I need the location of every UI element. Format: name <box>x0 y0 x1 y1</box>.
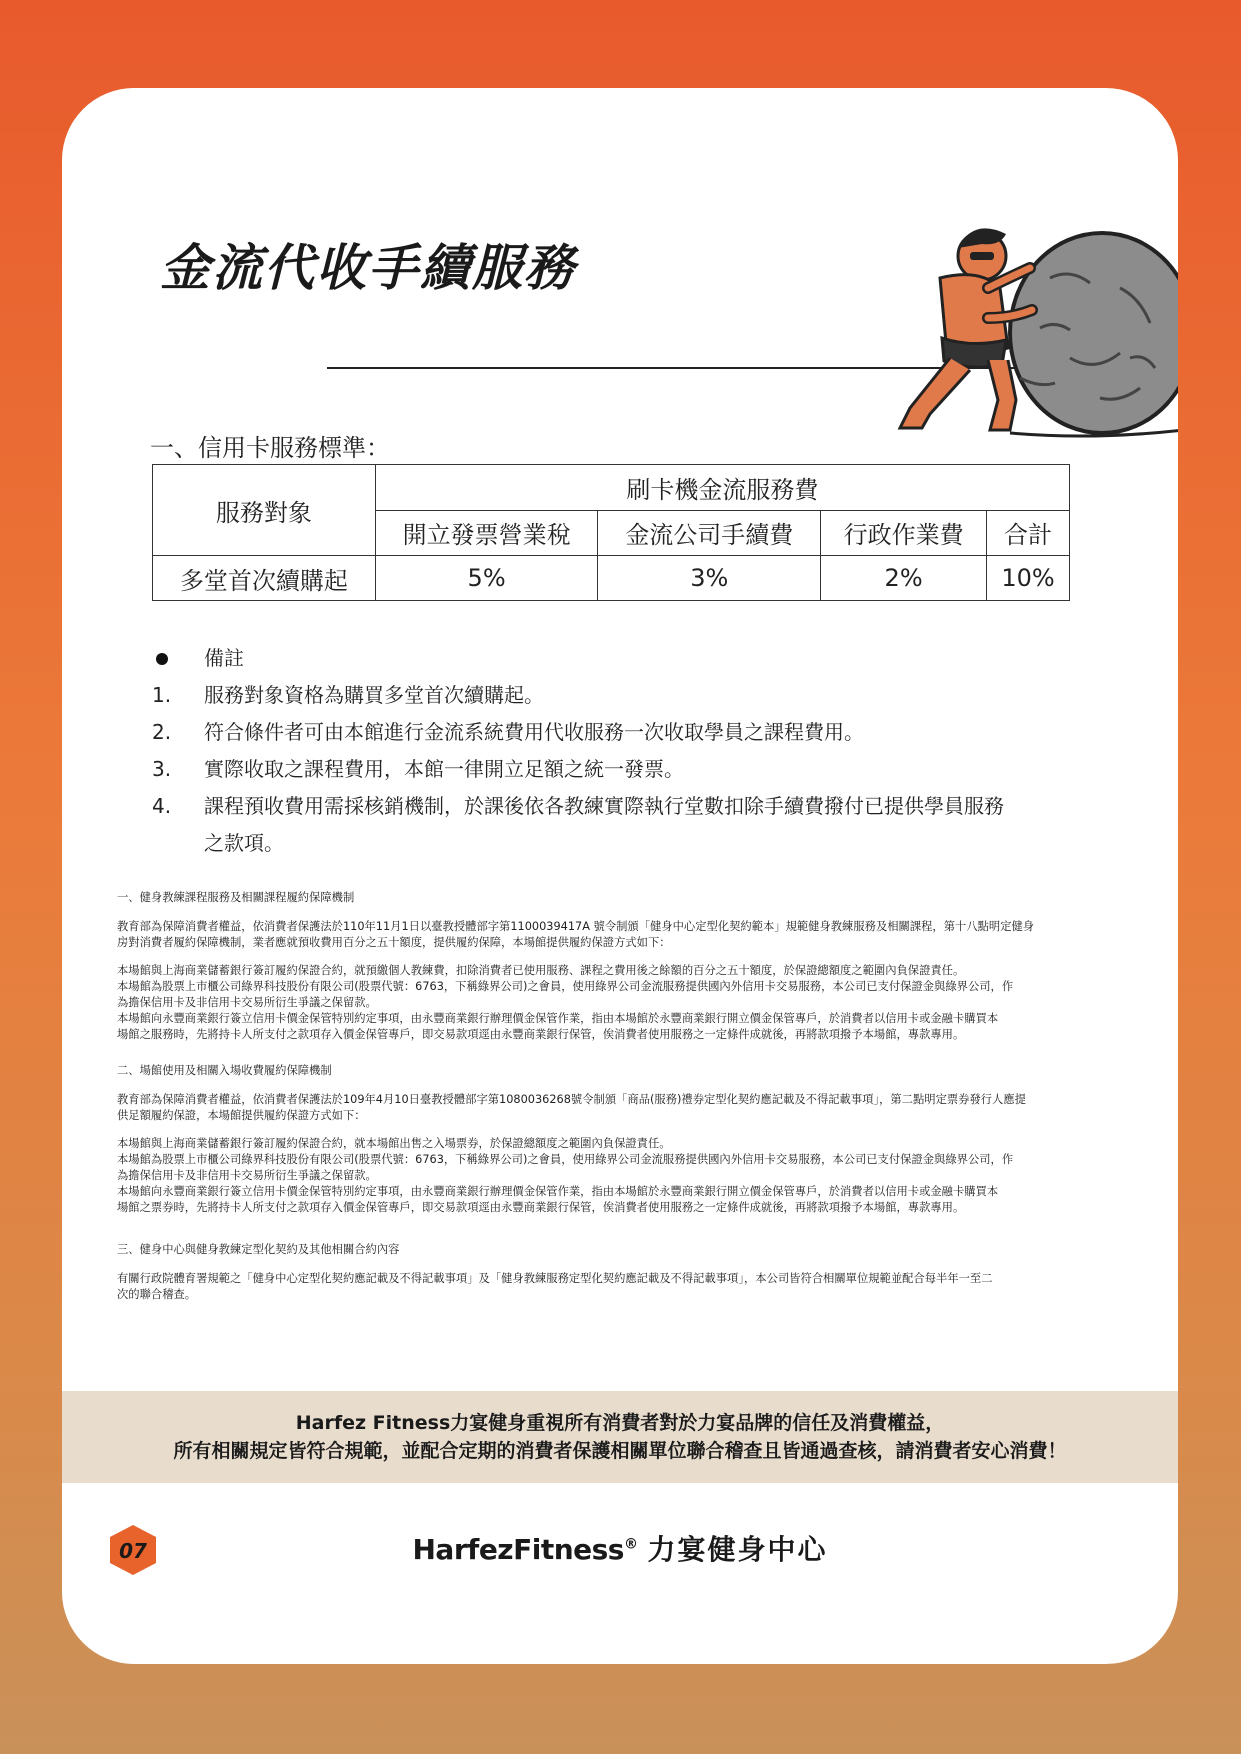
brand-name-cn: 力宴健身中心 <box>647 1533 828 1566</box>
notes-list <box>152 640 1102 862</box>
footer-brand-logo <box>62 1528 1178 1568</box>
fine-print-section-1: 一、健身教練課程服務及相關課程履約保障機制 教育部為保障消費者權益，依消費者保護法於110年11月1日以臺教授體部字第1100039417A 號令制頒「健身中心定型化契約範本」規範健身教練服務及相關課程，第十八點明定健身 房對消費者履約保障機制，業者應就預收費用百分之五十額度，提供履約保障，本場館提供履約保證方式如下： 本場館與上海商業儲蓄銀行簽訂履約保證合約，就預繳個人教練費，扣除消費者已使用服務、課程之費用後之餘額的百分之五十額度，於保證總額度之範圍內負保證責任。 本場館為股票上市櫃公司綠界科技股份有限公司(股票代號：6763，下稱綠界公司)之會員，使用綠界公司金流服務提供國內外信用卡交易服務，本公司已支付保證金與綠界公司，作 為擔保信用卡及非信用卡交易所衍生爭議之保留款。 本場館向永豐商業銀行簽立信用卡價金保管特別約定事項，由永豐商業銀行辦理價金保管作業，指由本場館於永豐商業銀行開立價金保管專戶，於消費者以信用卡或金融卡購買本 場館之服務時，先將持卡人所支付之款項存入價金保管專戶，即交易款項逕由永豐商業銀行保管，俟消費者使用服務之一定條件成就後，再將款項撥予本場館，專款專用。 <box>117 890 1177 1043</box>
list-item: 3. 實際收取之課程費用，本館一律開立足額之統一發票。 <box>152 757 684 781</box>
bullet-icon <box>156 653 168 665</box>
cell-admin-fee: 2% <box>821 556 987 601</box>
list-item: 4. 課程預收費用需採核銷機制，於課後依各教練實際執行堂數扣除手續費撥付已提供學員服務 <box>152 794 1004 818</box>
list-item: 1. 服務對象資格為購買多堂首次續購起。 <box>152 683 544 707</box>
col-tax-header: 開立發票營業稅 <box>375 510 598 556</box>
fine-heading: 一、健身教練課程服務及相關課程履約保障機制 <box>117 891 355 904</box>
cell-total: 10% <box>987 556 1070 601</box>
mascot-pushing-boulder-illustration <box>870 208 1178 468</box>
fine-print-section-2: 二、場館使用及相關入場收費履約保障機制 教育部為保障消費者權益，依消費者保護法於109年4月10日臺教授體部字第1080036268號令制頒「商品(服務)禮券定型化契約應記載及不得記載事項」，第二點明定票券發行人應提 供足額履約保證，本場館提供履約保證方式如下： 本場館與上海商業儲蓄銀行簽訂履約保證合約，就本場館出售之入場票券，於保證總額度之範圍內負保證責任。 本場館為股票上市櫃公司綠界科技股份有限公司(股票代號：6763，下稱綠界公司)之會員，使用綠界公司金流服務提供國內外信用卡交易服務，本公司已支付保證金與綠界公司，作 為擔保信用卡及非信用卡交易所衍生爭議之保留款。 本場館向永豐商業銀行簽立信用卡價金保管特別約定事項，由永豐商業銀行辦理價金保管作業，指由本場館於永豐商業銀行開立價金保管專戶，於消費者以信用卡或金融卡購買本 場館之票券時，先將持卡人所支付之款項存入價金保管專戶，即交易款項逕由永豐商業銀行保管，俟消費者使用服務之一定條件成就後，再將款項撥予本場館，專款專用。 <box>117 1063 1177 1216</box>
page-number: 07 <box>119 1539 147 1563</box>
list-item: 2. 符合條件者可由本館進行金流系統費用代收服務一次收取學員之課程費用。 <box>152 720 864 744</box>
cell-tax: 5% <box>375 556 598 601</box>
list-item-continued: 之款項。 <box>204 831 284 855</box>
col-gateway-fee-header: 金流公司手續費 <box>598 510 821 556</box>
notes-title: 備註 <box>204 646 244 670</box>
cell-gateway-fee: 3% <box>598 556 821 601</box>
col-admin-fee-header: 行政作業費 <box>821 510 987 556</box>
page-card <box>62 88 1178 1664</box>
col-total-header: 合計 <box>987 510 1070 556</box>
fee-table <box>152 464 1070 601</box>
registered-mark: ® <box>623 1536 638 1553</box>
credit-card-section-heading: 一、信用卡服務標準： <box>150 434 390 462</box>
fine-print-section-3: 三、健身中心與健身教練定型化契約及其他相關合約內容 有關行政院體育署規範之「健身中心定型化契約應記載及不得記載事項」及「健身教練服務定型化契約應記載及不得記載事項」，本公司皆符合相關單位規範並配合每半年一至二 次的聯合稽查。 <box>117 1242 1177 1303</box>
consumer-protection-banner: Harfez Fitness力宴健身重視所有消費者對於力宴品牌的信任及消費權益， 所有相關規定皆符合規範，並配合定期的消費者保護相關單位聯合稽查且皆通過查核，請消費者安心消費！ <box>62 1391 1178 1483</box>
fine-heading: 三、健身中心與健身教練定型化契約及其他相關合約內容 <box>117 1243 400 1256</box>
fine-heading: 二、場館使用及相關入場收費履約保障機制 <box>117 1064 332 1077</box>
target-header: 服務對象 <box>153 465 376 556</box>
row-target: 多堂首次續購起 <box>153 556 376 601</box>
brand-name: HarfezFitness <box>412 1533 624 1566</box>
page-title: 金流代收手續服務 <box>160 239 576 297</box>
fee-group-header: 刷卡機金流服務費 <box>375 465 1069 511</box>
